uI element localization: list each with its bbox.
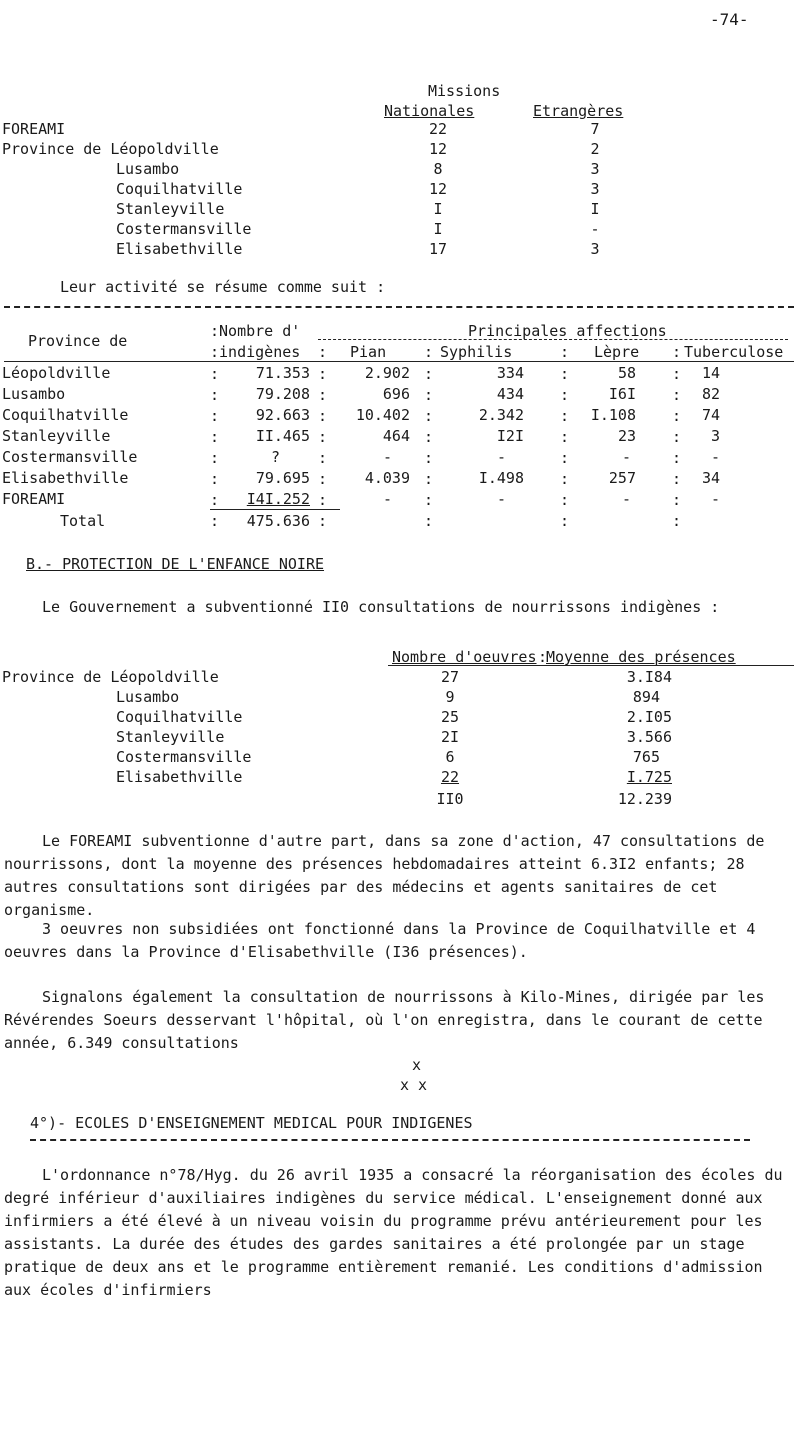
affections-row-province: Léopoldville [2,364,111,382]
affections-row-syphilis: - [496,448,506,466]
section-b-row-nombre: 2I [440,728,460,746]
section-b-col-nombre: Nombre d'oeuvres [392,648,537,666]
missions-row-etr: - [590,220,600,238]
affections-header-lepre: Lèpre [594,343,640,361]
affections-row-tuberculose: - [710,448,720,466]
missions-row-nat: 22 [428,120,448,138]
missions-row-etr: 7 [590,120,600,138]
colon-column: : : : : : : : : [210,365,220,530]
missions-row-nat: 8 [433,160,443,178]
affections-row-lepre: 23 [617,427,636,445]
section-b-row-moyenne: 894 [632,688,660,706]
section-b-row-label: Stanleyville [116,728,225,746]
section-b-row-label: Coquilhatville [116,708,243,726]
affections-row-province: Costermansville [2,448,138,466]
divider [318,339,788,340]
affections-row-province: Coquilhatville [2,406,129,424]
section-b-row-nombre: 27 [440,668,460,686]
affections-row-syphilis: - [496,490,506,508]
affections-row-nombre: II.465 [255,427,310,445]
affections-row-syphilis: I.498 [478,469,524,487]
affections-row-tuberculose: - [710,490,720,508]
affections-row-lepre: 58 [617,364,636,382]
colon-column: : : : : : : : : [560,365,570,530]
affections-header-principales: Principales affections [468,322,667,340]
affections-total-nombre: 475.636 [246,512,310,530]
affections-row-lepre: - [621,490,631,508]
section-b-paragraph: Le FOREAMI subventionne d'autre part, dans sa zone d'action, 47 consultations de nourrissons, dont la moyenne des présences hebdomadaires atteint 6.3I2 enfants; 28 autres consultations sont dirigées par des médecins et agents sanitaires de cet organisme. [4,832,765,919]
colon-sep: : [560,343,570,361]
colon-column: : : : : : : : : [424,365,434,530]
section-b-title: B.- PROTECTION DE L'ENFANCE NOIRE [26,555,325,573]
affections-row-syphilis: 434 [496,385,524,403]
section-b-total-moyenne: 12.239 [617,790,672,808]
affections-row-pian: 464 [382,427,410,445]
section-4-paragraph: L'ordonnance n°78/Hyg. du 26 avril 1935 a consacré la réorganisation des écoles du degré inférieur d'auxiliaires indigènes du service médical. L'enseignement donné aux infirmiers a été élevé à un niveau voisin du programme prévu antérieurement pour les assistants. La durée des études des gardes sanitaires a été prolongée par un stage pratique de deux ans et le programme entièrement remanié. Les conditions d'admission aux écoles d'infirmiers [4,1166,783,1299]
affections-header-province: Province de [28,332,128,350]
affections-row-lepre: 257 [608,469,636,487]
missions-row-label: FOREAMI [2,120,66,138]
affections-row-syphilis: 2.342 [478,406,524,424]
section-b-row-nombre: 22 [440,768,460,786]
section-b-paragraph: Signalons également la consultation de nourrissons à Kilo-Mines, dirigée par les Révérendes Soeurs desservant l'hôpital, où l'on enregistra, dans le courant de cette année, 6.349 consultations [4,988,765,1052]
missions-row-etr: 3 [590,180,600,198]
affections-header-nombre: :Nombre d' [210,322,301,340]
missions-row-label: Lusambo [116,160,180,178]
missions-row-etr: 2 [590,140,600,158]
section-b-col-moyenne: Moyenne des présences [546,648,736,666]
section-b-row-label: Costermansville [116,748,252,766]
page-number: -74- [710,10,749,29]
affections-row-pian: 696 [382,385,410,403]
affections-row-nombre: 92.663 [255,406,310,424]
colon-sep: : [424,343,434,361]
affections-row-tuberculose: 34 [701,469,720,487]
section-b-paragraph: 3 oeuvres non subsidiées ont fonctionné dans la Province de Coquilhatville et 4 oeuvres dans la Province d'Elisabethville (I36 présences). [4,920,756,961]
section-b-row-nombre: 6 [445,748,455,766]
missions-row-label: Costermansville [116,220,252,238]
missions-row-nat: I [433,200,443,218]
affections-row-province: Stanleyville [2,427,111,445]
total-rule [388,665,794,666]
affections-row-nombre: I4I.252 [246,490,310,508]
missions-row-nat: I [433,220,443,238]
missions-row-etr: 3 [590,240,600,258]
section-b-row-label: Province de Léopoldville [2,668,219,686]
section-b-row-nombre: 9 [445,688,455,706]
affections-header-syphilis: Syphilis [440,343,513,361]
colon-sep: : [318,343,328,361]
colon-column: : : : : : : : : [318,365,328,530]
missions-row-label: Elisabethville [116,240,243,258]
affections-row-nombre: ? [270,448,280,466]
affections-row-pian: - [382,448,392,466]
missions-row-label: Province de Léopoldville [2,140,219,158]
missions-row-label: Stanleyville [116,200,225,218]
affections-total-label: Total [60,512,106,530]
affections-row-lepre: I.108 [590,406,636,424]
missions-row-etr: 3 [590,160,600,178]
missions-header: Missions [428,82,501,100]
affections-row-pian: 10.402 [355,406,410,424]
affections-row-lepre: - [621,448,631,466]
section-b-row-label: Lusambo [116,688,180,706]
section-b-total-nombre: II0 [436,790,464,808]
affections-header-tuberculose: Tuberculose [684,343,784,361]
section-b-row-moyenne: 3.566 [626,728,672,746]
missions-row-nat: 12 [428,180,448,198]
missions-row-label: Coquilhatville [116,180,243,198]
affections-row-nombre: 79.208 [255,385,310,403]
affections-row-tuberculose: 82 [701,385,720,403]
affections-row-province: Elisabethville [2,469,129,487]
missions-row-nat: 12 [428,140,448,158]
activity-intro: Leur activité se résume comme suit : [60,278,386,296]
section-b-row-moyenne: 3.I84 [626,668,672,686]
divider [4,306,794,308]
affections-header-pian: Pian [350,343,387,361]
affections-row-pian: 2.902 [364,364,410,382]
affections-row-tuberculose: 3 [710,427,720,445]
section-b-row-moyenne: I.725 [626,768,672,786]
total-rule [210,509,340,510]
missions-row-nat: 17 [428,240,448,258]
affections-row-pian: 4.039 [364,469,410,487]
affections-row-tuberculose: 14 [701,364,720,382]
affections-row-nombre: 79.695 [255,469,310,487]
affections-row-pian: - [382,490,392,508]
colon-sep: : [538,648,548,666]
section-b-intro: Le Gouvernement a subventionné II0 consultations de nourrissons indigènes : [42,598,720,616]
colon-column: : : : : : : : : [672,365,682,530]
section-b-row-label: Elisabethville [116,768,243,786]
missions-row-etr: I [590,200,600,218]
affections-row-syphilis: 334 [496,364,524,382]
divider [30,1139,750,1141]
affections-row-syphilis: I2I [496,427,524,445]
affections-row-lepre: I6I [608,385,636,403]
header-rule [4,361,794,362]
missions-col-etrangeres: Etrangères [533,102,624,120]
section-b-row-moyenne: 765 [632,748,660,766]
affections-row-province: FOREAMI [2,490,66,508]
section-separator: x [412,1056,422,1074]
section-4-title: 4°)- ECOLES D'ENSEIGNEMENT MEDICAL POUR INDIGENES [30,1114,473,1132]
section-b-row-nombre: 25 [440,708,460,726]
missions-col-nationales: Nationales [384,102,475,120]
affections-row-tuberculose: 74 [701,406,720,424]
colon-sep: : [672,343,682,361]
section-b-row-moyenne: 2.I05 [626,708,672,726]
affections-row-province: Lusambo [2,385,66,403]
affections-row-nombre: 71.353 [255,364,310,382]
section-separator: x x [400,1076,428,1094]
affections-header-indigenes: :indigènes [210,343,301,361]
